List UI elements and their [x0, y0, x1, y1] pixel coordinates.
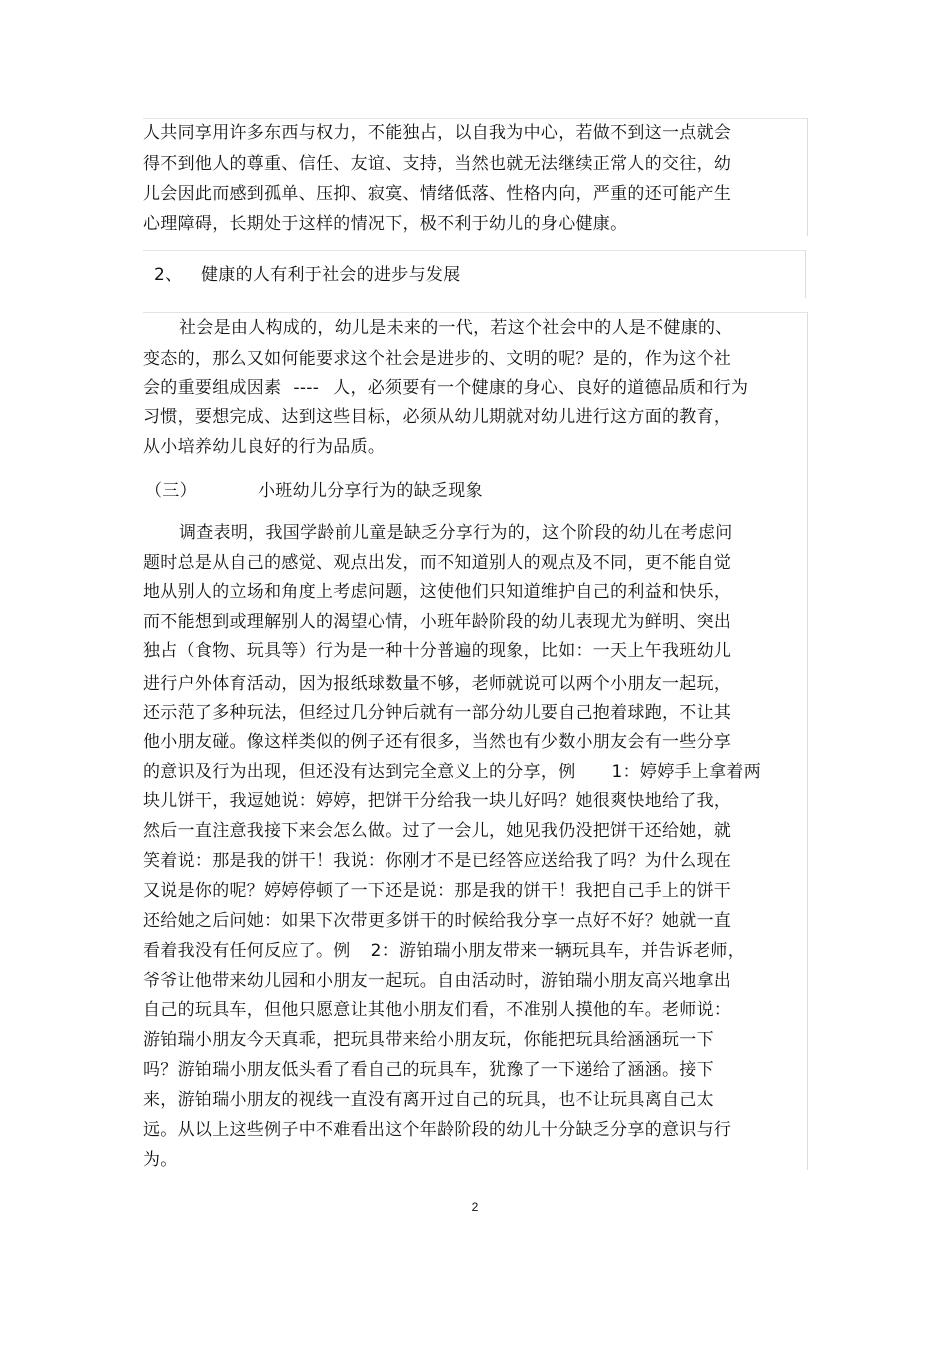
text-line: 自己的玩具车，但他只愿意让其他小朋友们看，不准别人摸他的车。老师说： [143, 1000, 732, 1020]
text-fragment: 看着我没有任何反应了。例 [143, 941, 351, 961]
heading-title: 小班幼儿分享行为的缺乏现象 [258, 481, 483, 501]
text-line: 进行户外体育活动，因为报纸球数量不够，老师就说可以两个小朋友一起玩， [143, 674, 732, 694]
heading-title: 健康的人有利于社会的进步与发展 [201, 265, 461, 285]
text-line [143, 762, 761, 782]
text-line: 为。 [143, 1150, 178, 1170]
text-line: 从小培养幼儿良好的行为品质。 [143, 437, 386, 457]
text-line: 游铂瑞小朋友今天真乖，把玩具带来给小朋友玩，你能把玩具给涵涵玩一下 [143, 1030, 714, 1050]
box-border-main-edge [143, 312, 807, 313]
text-line: 变态的，那么又如何能要求这个社会是进步的、文明的呢？是的，作为这个社 [143, 349, 732, 369]
text-fragment: 2：游铂瑞小朋友带来一辆玩具车，并告诉老师， [370, 941, 746, 961]
text-line: 然后一直注意我接下来会怎么做。过了一会儿，她见我仍没把饼干还给她，就 [143, 821, 732, 841]
text-line: 心理障碍，长期处于这样的情况下，极不利于幼儿的身心健康。 [143, 214, 628, 234]
text-line: 爷爷让他带来幼儿园和小朋友一起玩。自由活动时，游铂瑞小朋友高兴地拿出 [143, 971, 732, 991]
text-fragment: 1：婷婷手上拿着两 [611, 762, 762, 782]
text-line: 题时总是从自己的感觉、观点出发，而不知道别人的观点及不同，更不能自觉 [143, 553, 732, 573]
box-border-heading2-edge [143, 250, 805, 251]
heading-number: 2、 [154, 265, 183, 285]
text-line [143, 378, 748, 398]
text-line: 社会是由人构成的，幼儿是未来的一代，若这个社会中的人是不健康的、 [179, 318, 733, 338]
text-line: 笑着说：那是我的饼干！我说：你刚才不是已经答应送给我了吗？为什么现在 [143, 851, 732, 871]
text-line: 调查表明，我国学龄前儿童是缺乏分享行为的，这个阶段的幼儿在考虑问 [179, 523, 733, 543]
text-line: 得不到他人的尊重、信任、友谊、支持，当然也就无法继续正常人的交往，幼 [143, 154, 732, 174]
box-border-top-edge [143, 118, 807, 119]
text-line: 而不能想到或理解别人的渴望心情，小班年龄阶段的幼儿表现尤为鲜明、突出 [143, 612, 732, 632]
heading-number: （三） [145, 481, 197, 501]
text-line: 来，游铂瑞小朋友的视线一直没有离开过自己的玩具，也不让玩具离自己太 [143, 1090, 714, 1110]
text-line: 习惯，要想完成、达到这些目标，必须从幼儿期就对幼儿进行这方面的教育， [143, 407, 732, 427]
dash-fragment: ---- [293, 378, 320, 398]
text-line: 独占（食物、玩具等）行为是一种十分普遍的现象，比如：一天上午我班幼儿 [143, 641, 732, 661]
text-fragment: 的意识及行为出现，但还没有达到完全意义上的分享，例 [143, 762, 576, 782]
text-line: 还给她之后问她：如果下次带更多饼干的时候给我分享一点好不好？她就一直 [143, 911, 732, 931]
text-line: 又说是你的呢？婷婷停顿了一下还是说：那是我的饼干！我把自己手上的饼干 [143, 881, 732, 901]
text-line: 吗？游铂瑞小朋友低头看了看自己的玩具车，犹豫了一下递给了涵涵。接下 [143, 1060, 714, 1080]
text-line: 地从别人的立场和角度上考虑问题，这使他们只知道维护自己的利益和快乐， [143, 582, 732, 602]
text-line: 人共同享用许多东西与权力，不能独占，以自我为中心，若做不到这一点就会 [143, 123, 732, 143]
page-number: 2 [471, 1200, 479, 1214]
text-line: 他小朋友碰。像这样类似的例子还有很多，当然也有少数小朋友会有一些分享 [143, 732, 732, 752]
text-fragment: 会的重要组成因素 [143, 378, 282, 398]
text-line: 远。从以上这些例子中不难看出这个年龄阶段的幼儿十分缺乏分享的意识与行 [143, 1120, 732, 1140]
text-fragment: 人，必须要有一个健康的身心、良好的道德品质和行为 [333, 378, 749, 398]
text-line [143, 941, 745, 961]
text-line: 儿会因此而感到孤单、压抑、寂寞、情绪低落、性格内向，严重的还可能产生 [143, 184, 732, 204]
text-line: 块儿饼干，我逗她说：婷婷，把饼干分给我一块儿好吗？她很爽快地给了我， [143, 791, 732, 811]
text-line: 还示范了多种玩法，但经过几分钟后就有一部分幼儿要自己抱着球跑，不让其 [143, 703, 732, 723]
